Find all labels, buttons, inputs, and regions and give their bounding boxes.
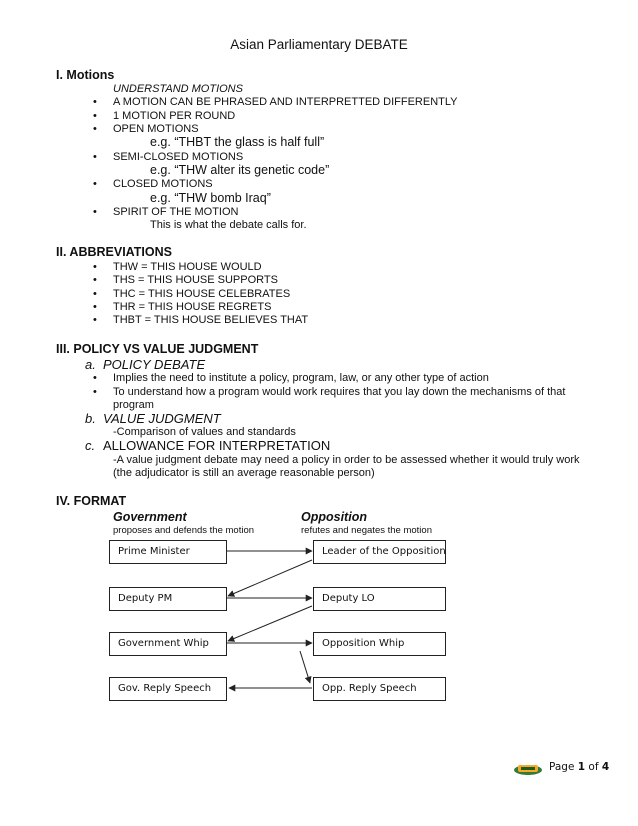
bullet: • — [93, 178, 97, 190]
bullet: • — [93, 96, 97, 108]
policy-debate-label: POLICY DEBATE — [103, 357, 206, 372]
subsection-marker: c. — [85, 438, 96, 453]
bullet: • — [93, 261, 97, 273]
leader-opposition-box: Leader of the Opposition — [313, 540, 446, 564]
opp-reply-box: Opp. Reply Speech — [313, 677, 446, 701]
page-total: 4 — [601, 761, 610, 773]
section-format-heading: IV. FORMAT — [56, 494, 127, 508]
bullet: • — [93, 314, 97, 326]
deputy-lo-box: Deputy LO — [313, 587, 446, 611]
list-item: SPIRIT OF THE MOTION — [113, 206, 239, 218]
bullet: • — [93, 288, 97, 300]
opposition-column-desc: refutes and negates the motion — [301, 525, 432, 536]
arrow-dlo-to-gw — [228, 606, 312, 641]
prime-minister-box: Prime Minister — [109, 540, 227, 564]
arrow-ow-to-or — [300, 651, 310, 683]
list-item: 1 MOTION PER ROUND — [113, 110, 236, 122]
bullet: • — [93, 386, 97, 398]
bullet: • — [93, 372, 97, 384]
allowance-label: ALLOWANCE FOR INTERPRETATION — [103, 438, 331, 453]
bullet: • — [93, 123, 97, 135]
list-item: A MOTION CAN BE PHRASED AND INTERPRETTED DIFFERENTLY — [113, 96, 458, 108]
example-text: e.g. “THW alter its genetic code” — [150, 163, 330, 177]
logo-icon — [513, 762, 543, 776]
example-text: e.g. “THW bomb Iraq” — [150, 191, 271, 205]
section-abbreviations-heading: II. ABBREVIATIONS — [56, 245, 172, 259]
list-item: THS = THIS HOUSE SUPPORTS — [113, 274, 278, 286]
deputy-pm-box: Deputy PM — [109, 587, 227, 611]
page-number — [549, 761, 609, 773]
arrow-lo-to-dpm — [228, 560, 312, 596]
subsection-marker: a. — [85, 357, 96, 372]
bullet: • — [93, 274, 97, 286]
list-item: THBT = THIS HOUSE BELIEVES THAT — [113, 314, 309, 326]
government-column-title: Government — [113, 510, 187, 524]
section-policy-heading: III. POLICY VS VALUE JUDGMENT — [56, 342, 259, 356]
example-text: e.g. “THBT the glass is half full” — [150, 135, 325, 149]
government-column-desc: proposes and defends the motion — [113, 525, 255, 536]
government-whip-box: Government Whip — [109, 632, 227, 656]
list-item: SEMI-CLOSED MOTIONS — [113, 151, 244, 163]
list-item-continuation: program — [113, 399, 154, 411]
value-judgment-label: VALUE JUDGMENT — [103, 411, 221, 426]
subsection-marker: b. — [85, 411, 96, 426]
understand-motions-label: UNDERSTAND MOTIONS — [113, 83, 243, 95]
list-item: OPEN MOTIONS — [113, 123, 199, 135]
list-item: THW = THIS HOUSE WOULD — [113, 261, 262, 273]
list-item: To understand how a program would work requires that you lay down the mechanisms of that — [113, 386, 566, 398]
page-separator: of — [585, 761, 602, 773]
opposition-whip-box: Opposition Whip — [313, 632, 446, 656]
bullet: • — [93, 206, 97, 218]
list-item: THR = THIS HOUSE REGRETS — [113, 301, 272, 313]
list-item: THC = THIS HOUSE CELEBRATES — [113, 288, 291, 300]
bullet: • — [93, 151, 97, 163]
allowance-text: -A value judgment debate may need a policy in order to be assessed whether it would truly work — [113, 454, 580, 466]
list-item: CLOSED MOTIONS — [113, 178, 213, 190]
page-prefix: Page — [549, 761, 578, 773]
section-motions-heading: I. Motions — [56, 68, 115, 82]
page-title: Asian Parliamentary DEBATE — [230, 37, 408, 52]
spirit-text: This is what the debate calls for. — [150, 219, 307, 231]
allowance-text: (the adjudicator is still an average reasonable person) — [113, 467, 375, 479]
gov-reply-box: Gov. Reply Speech — [109, 677, 227, 701]
bullet: • — [93, 301, 97, 313]
bullet: • — [93, 110, 97, 122]
opposition-column-title: Opposition — [301, 510, 367, 524]
page-current: 1 — [577, 761, 586, 773]
list-item: Implies the need to institute a policy, program, law, or any other type of action — [113, 372, 489, 384]
value-judgment-text: -Comparison of values and standards — [113, 426, 296, 438]
